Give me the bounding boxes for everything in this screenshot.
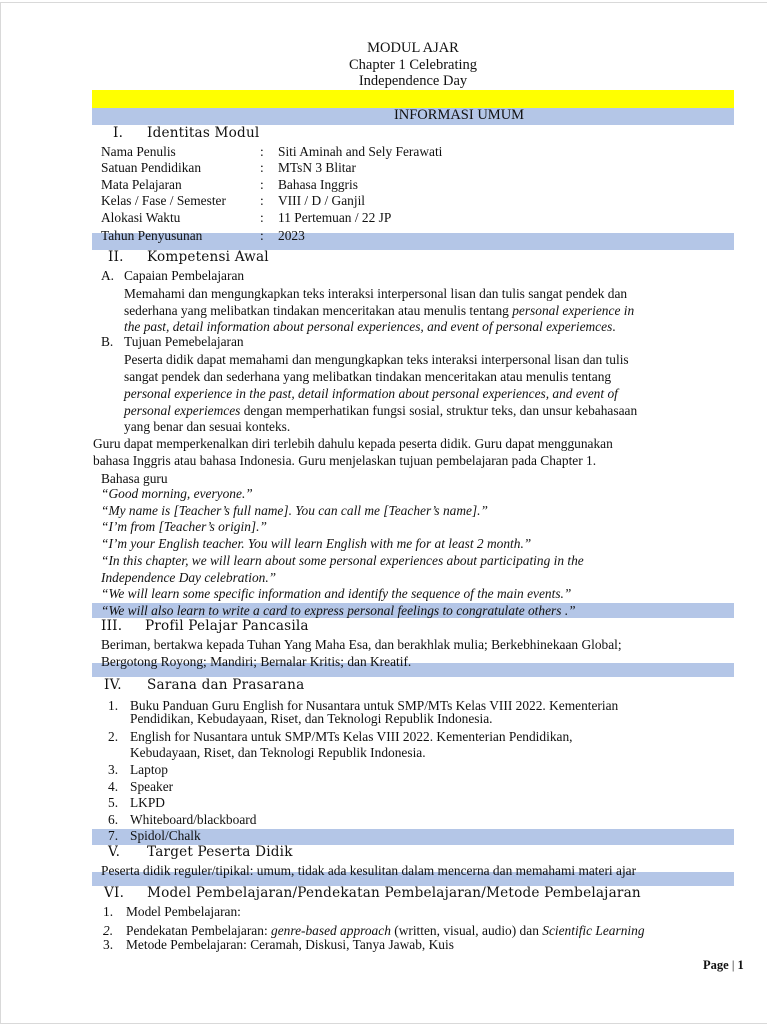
capaian-line3: the past, detail information about personal experiences, and event of personal experiemces. xyxy=(124,319,616,334)
section1-title: Identitas Modul xyxy=(147,125,260,141)
doc-title-line2: Chapter 1 Celebrating xyxy=(348,57,478,73)
subsection-a-title: Capaian Pembelajaran xyxy=(124,268,245,283)
row-value-tahun: 2023 xyxy=(278,228,305,243)
doc-title-line1: MODUL AJAR xyxy=(367,40,459,56)
section6-number: VI. xyxy=(104,885,125,901)
list-number: 3. xyxy=(108,762,119,777)
metode-item: Metode Pembelajaran: Ceramah, Diskusi, Tanya Jawab, Kuis xyxy=(126,937,454,952)
row-colon: : xyxy=(260,210,264,225)
row-label-mapel: Mata Pelajaran xyxy=(101,177,182,192)
list-item-cont: Kebudayaan, Riset, dan Teknologi Republik Indonesia. xyxy=(130,745,426,760)
profil-line2: Bergotong Royong; Mandiri; Bernalar Kritis; dan Kreatif. xyxy=(101,654,412,669)
row-label-penulis: Nama Penulis xyxy=(101,144,176,159)
section4-number: IV. xyxy=(104,677,122,693)
section5-number: V. xyxy=(108,844,121,860)
list-number: 5. xyxy=(108,795,119,810)
list-item: Laptop xyxy=(130,762,168,777)
row-value-alokasi: 11 Pertemuan / 22 JP xyxy=(278,210,392,225)
section4-title: Sarana dan Prasarana xyxy=(147,677,305,693)
tujuan-line2: sangat pendek dan sederhana yang melibatkan tindakan menceritakan atau menulis tentang xyxy=(124,369,612,384)
section1-number: I. xyxy=(113,125,124,141)
row-colon: : xyxy=(260,228,264,243)
tujuan-line3: personal experience in the past, detail information about personal experiences, and event of xyxy=(124,386,618,401)
tujuan-line1: Peserta didik dapat memahami dan mengungkapkan teks interaksi interpersonal lisan dan tulis xyxy=(124,352,629,367)
row-value-mapel: Bahasa Inggris xyxy=(278,177,358,192)
guru-line2: bahasa Inggris atau bahasa Indonesia. Guru menjelaskan tujuan pembelajaran pada Chapter 1. xyxy=(93,453,597,468)
quote-7: “We will also learn to write a card to express personal feelings to congratulate others .” xyxy=(101,603,576,618)
row-colon: : xyxy=(260,144,264,159)
subsection-a-label: A. xyxy=(101,268,115,283)
list-item-cont: Pendidikan, Kebudayaan, Riset, dan Teknologi Republik Indonesia. xyxy=(130,711,493,726)
row-value-penulis: Siti Aminah and Sely Ferawati xyxy=(278,144,443,159)
doc-title-line3: Independence Day xyxy=(358,73,468,89)
quote-5a: “In this chapter, we will learn about some personal experiences about participating in the xyxy=(101,553,584,568)
model-item: Model Pembelajaran: xyxy=(126,904,241,919)
list-number: 1. xyxy=(108,698,119,713)
list-item: Whiteboard/blackboard xyxy=(130,812,257,827)
yellow-band xyxy=(92,90,734,108)
guru-line1: Guru dapat memperkenalkan diri terlebih dahulu kepada peserta didik. Guru dapat menggunakan xyxy=(93,436,613,451)
page-footer: Page | 1 xyxy=(703,958,744,972)
list-item: Buku Panduan Guru English for Nusantara untuk SMP/MTs Kelas VIII 2022. Kementerian xyxy=(130,698,619,713)
info-umum-heading: INFORMASI UMUM xyxy=(393,107,525,123)
row-colon: : xyxy=(260,193,264,208)
tujuan-line5: yang benar dan sesuai konteks. xyxy=(124,419,291,434)
row-value-satuan: MTsN 3 Blitar xyxy=(278,160,356,175)
list-item: English for Nusantara untuk SMP/MTs Kelas VIII 2022. Kementerian Pendidikan, xyxy=(130,729,573,744)
list-number: 6. xyxy=(108,812,119,827)
target-line1: Peserta didik reguler/tipikal: umum, tidak ada kesulitan dalam mencerna dan memahami materi ajar xyxy=(101,863,637,878)
list-item: LKPD xyxy=(130,795,165,810)
list-item: Speaker xyxy=(130,779,174,794)
list-number: 2. xyxy=(103,923,114,938)
section3-number: III. xyxy=(101,618,123,634)
list-number: 2. xyxy=(108,729,119,744)
quote-5b: Independence Day celebration.” xyxy=(101,570,277,585)
quote-1: “Good morning, everyone.” xyxy=(101,486,253,501)
pendekatan-item: Pendekatan Pembelajaran: genre-based approach (written, visual, audio) dan Scientific Learning xyxy=(126,923,645,938)
row-label-satuan: Satuan Pendidikan xyxy=(101,160,202,175)
list-number: 3. xyxy=(103,937,114,952)
tujuan-line4: personal experiemces dengan memperhatikan fungsi sosial, struktur teks, dan unsur kebahasaan xyxy=(124,403,638,418)
row-label-alokasi: Alokasi Waktu xyxy=(101,210,181,225)
capaian-line1: Memahami dan mengungkapkan teks interaksi interpersonal lisan dan tulis sangat pendek dan xyxy=(124,286,628,301)
list-number: 7. xyxy=(108,828,119,843)
profil-line1: Beriman, bertakwa kepada Tuhan Yang Maha Esa, dan berakhlak mulia; Berkebhinekaan Global; xyxy=(101,637,622,652)
list-number: 4. xyxy=(108,779,119,794)
row-label-tahun: Tahun Penyusunan xyxy=(101,228,203,243)
bahasa-guru-label: Bahasa guru xyxy=(101,471,168,486)
row-colon: : xyxy=(260,160,264,175)
section3-title: Profil Pelajar Pancasila xyxy=(145,618,309,634)
list-item: Spidol/Chalk xyxy=(130,828,201,843)
quote-6: “We will learn some specific information and identify the sequence of the main events.” xyxy=(101,586,572,601)
quote-2: “My name is [Teacher’s full name]. You can call me [Teacher’s name].” xyxy=(101,503,488,518)
subsection-b-title: Tujuan Pemebelajaran xyxy=(124,334,244,349)
row-label-kelas: Kelas / Fase / Semester xyxy=(101,193,226,208)
section5-title: Target Peserta Didik xyxy=(147,844,293,860)
row-value-kelas: VIII / D / Ganjil xyxy=(278,193,366,208)
section2-title: Kompetensi Awal xyxy=(147,249,269,265)
capaian-line2: sederhana yang melibatkan tindakan menceritakan atau menulis tentang personal experience in xyxy=(124,303,635,318)
row-colon: : xyxy=(260,177,264,192)
subsection-b-label: B. xyxy=(101,334,114,349)
quote-4: “I’m your English teacher. You will learn English with me for at least 2 month.” xyxy=(101,536,532,551)
list-number: 1. xyxy=(103,904,114,919)
section2-number: II. xyxy=(108,249,124,265)
section6-title: Model Pembelajaran/Pendekatan Pembelajaran/Metode Pembelajaran xyxy=(147,885,641,901)
quote-3: “I’m from [Teacher’s origin].” xyxy=(101,519,267,534)
